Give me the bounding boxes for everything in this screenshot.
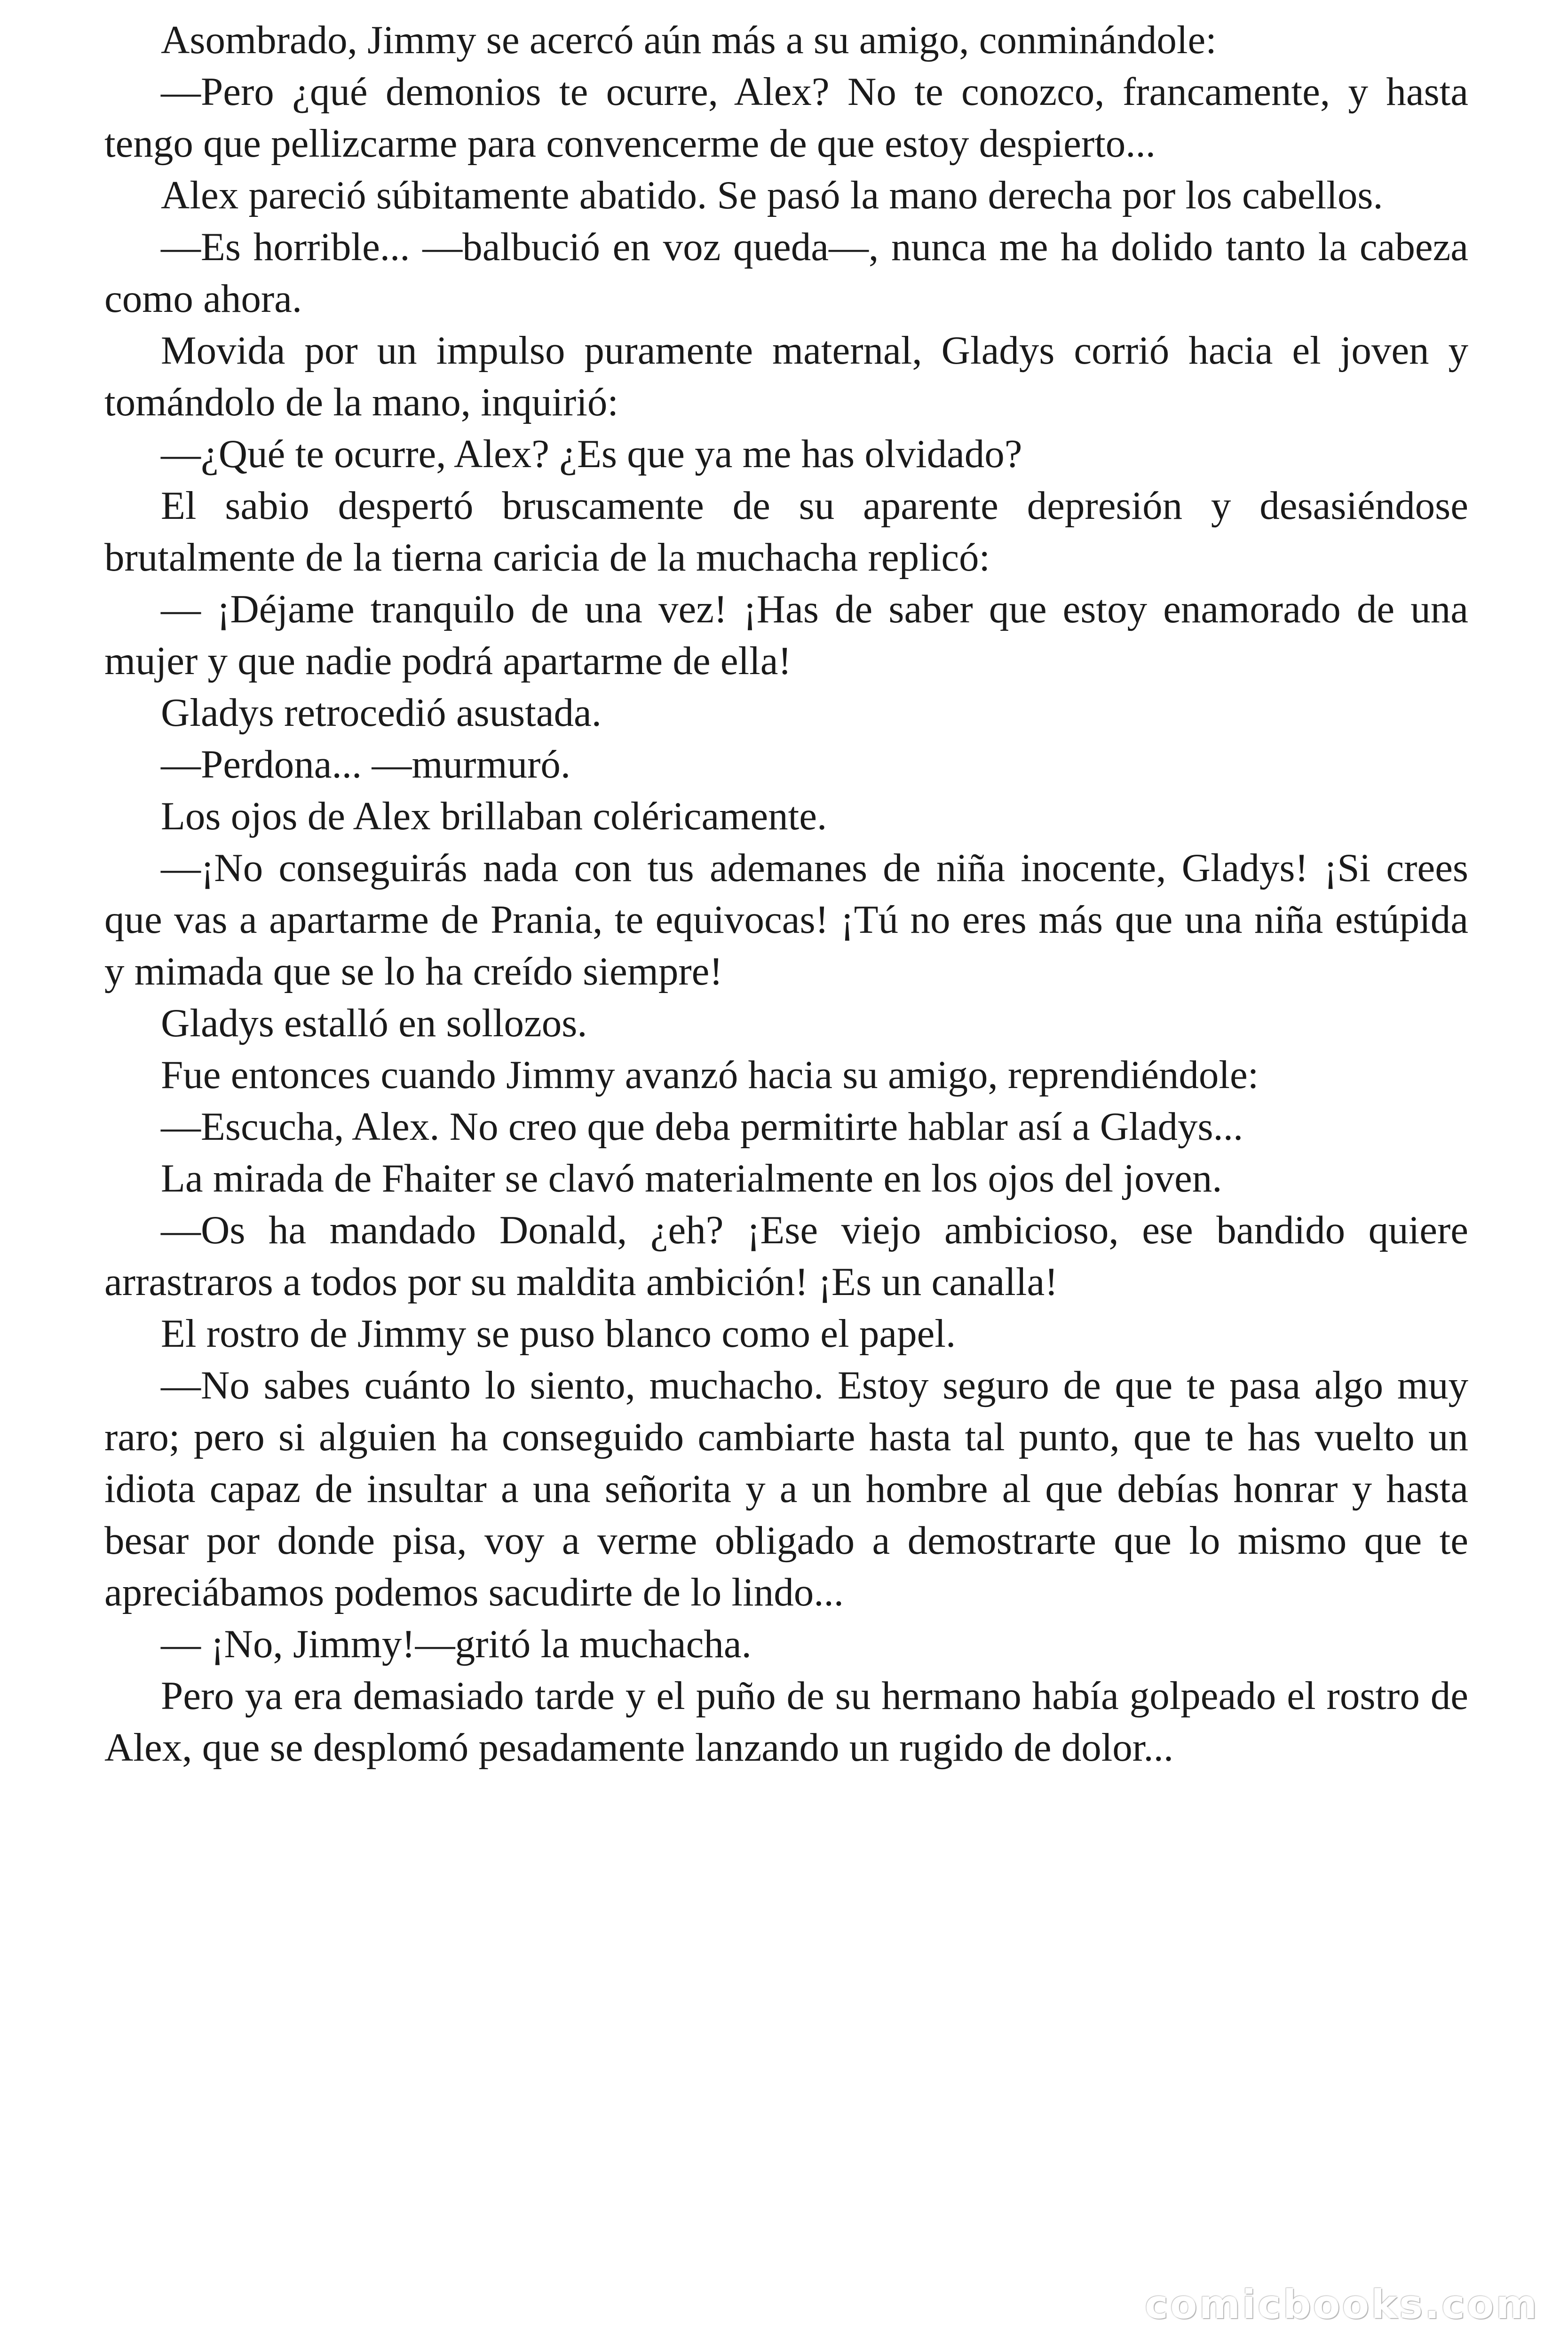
paragraph: —Es horrible... —balbució en voz queda—, nunca me ha dolido tanto la cabeza como ahora. [104, 225, 1468, 321]
paragraph: —Os ha mandado Donald, ¿eh? ¡Ese viejo ambicioso, ese bandido quiere arrastraros a todos por su maldita ambición! ¡Es un canalla! [104, 1208, 1468, 1304]
paragraph: Asombrado, Jimmy se acercó aún más a su amigo, conminándole: [161, 18, 1217, 62]
paragraph: La mirada de Fhaiter se clavó materialmente en los ojos del joven. [161, 1156, 1222, 1200]
watermark: comicbooks.com [1145, 2281, 1539, 2328]
paragraph: Gladys retrocedió asustada. [161, 691, 602, 735]
paragraph: Movida por un impulso puramente maternal, Gladys corrió hacia el joven y tomándolo de la mano, inquirió: [104, 328, 1468, 424]
paragraph: —Escucha, Alex. No creo que deba permitirte hablar así a Gladys... [161, 1104, 1243, 1149]
paragraph: —¿Qué te ocurre, Alex? ¿Es que ya me has olvidado? [161, 432, 1022, 476]
paragraph: Alex pareció súbitamente abatido. Se pasó la mano derecha por los cabellos. [161, 173, 1383, 217]
paragraph: Pero ya era demasiado tarde y el puño de su hermano había golpeado el rostro de Alex, que se desplomó pesadamente lanzando un rugido de dolor... [104, 1674, 1468, 1770]
paragraph: Gladys estalló en sollozos. [161, 1001, 587, 1045]
paragraph: Fue entonces cuando Jimmy avanzó hacia su amigo, reprendiéndole: [161, 1053, 1259, 1097]
paragraph: —¡No conseguirás nada con tus ademanes de niña inocente, Gladys! ¡Si crees que vas a apartarme de Prania, te equivocas! ¡Tú no eres más que una niña estúpida y mimada que se lo ha creído siempre! [104, 846, 1468, 993]
paragraph: El rostro de Jimmy se puso blanco como el papel. [161, 1311, 956, 1356]
page-body [104, 14, 1468, 1773]
paragraph: Los ojos de Alex brillaban coléricamente. [161, 794, 827, 838]
paragraph: — ¡No, Jimmy!—gritó la muchacha. [161, 1622, 752, 1666]
paragraph: —No sabes cuánto lo siento, muchacho. Estoy seguro de que te pasa algo muy raro; pero si alguien ha conseguido cambiarte hasta tal punto, que te has vuelto un idiota capaz de insultar a una señorita y a un hombre al que debías honrar y hasta besar por donde pisa, voy a verme obligado a demostrarte que lo mismo que te apreciábamos podemos sacudirte de lo lindo... [104, 1363, 1468, 1614]
paragraph: —Pero ¿qué demonios te ocurre, Alex? No te conozco, francamente, y hasta tengo que pellizcarme para convencerme de que estoy despierto... [104, 70, 1468, 166]
paragraph: El sabio despertó bruscamente de su aparente depresión y desasiéndose brutalmente de la tierna caricia de la muchacha replicó: [104, 484, 1468, 580]
paragraph: — ¡Déjame tranquilo de una vez! ¡Has de saber que estoy enamorado de una mujer y que nadie podrá apartarme de ella! [104, 587, 1468, 683]
paragraph: —Perdona... —murmuró. [161, 742, 571, 787]
